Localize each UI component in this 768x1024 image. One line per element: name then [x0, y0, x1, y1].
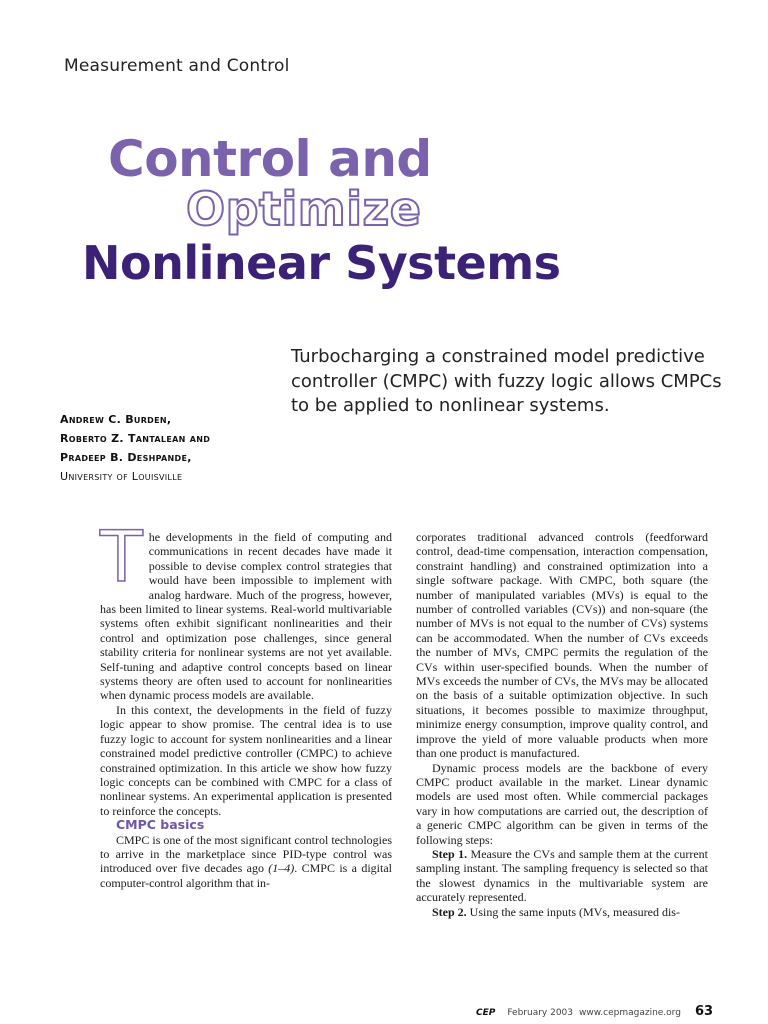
- paragraph-text: Measure the CVs and sample them at the current sampling instant. The sampling frequency is selected so that the slowest dynamics in the multivariable system are accurately represented.: [416, 846, 708, 905]
- body-paragraph: [416, 847, 708, 905]
- author-block: [60, 410, 290, 486]
- body-column-left: [100, 516, 392, 890]
- issue-date: February 2003: [507, 1008, 574, 1018]
- magazine-url: www.cepmagazine.org: [579, 1008, 681, 1018]
- body-paragraph: [100, 833, 392, 891]
- body-paragraph: [100, 516, 392, 703]
- drop-cap: T: [100, 516, 143, 598]
- section-heading: CMPC basics: [116, 817, 205, 833]
- body-paragraph: [416, 905, 708, 919]
- author-name: Roberto Z. Tantalean and: [60, 432, 211, 445]
- page-footer: [476, 1004, 713, 1022]
- page-number: 63: [694, 1004, 714, 1019]
- author-name: Pradeep B. Deshpande,: [60, 451, 192, 464]
- body-paragraph: Dynamic process models are the backbone of every CMPC product available in the market. Linear dynamic models are used most often. While commercial packages vary in how computations are carried out, the description of a generic CMPC algorithm can be given in terms of the following steps:: [416, 760, 708, 847]
- title-line-1: Control and: [108, 130, 432, 188]
- step-label: Step 2.: [432, 904, 467, 919]
- magazine-logo: CEP: [476, 1008, 496, 1018]
- body-paragraph: corporates traditional advanced controls (feedforward control, dead-time compensation, interaction compensation, constraint handling) and constrained optimization into a single software package. With CMPC, both square (the number of manipulated variables (MVs) is equal to the number of controlled variables (CVs)) and non-square (the number of MVs is not equal to the number of CVs) systems can be accommodated. When the number of CVs exceeds the number of MVs, CMPC permits the regulation of the CVs within user-specified bounds. When the number of MVs exceeds the number of CVs, the MVs may be allocated on the basis of a suitable optimization objective. In such situations, it becomes possible to maximize throughput, minimize energy consumption, improve quality control, and improve the yield of more valuable products when more than one product is manufactured.: [416, 530, 708, 761]
- body-column-right: [416, 530, 708, 919]
- paragraph-text: he developments in the field of computing and communications in recent decades have made it possible to devise complex control strategies that would have been impossible to implement with analog hardware. Much of the progress, however, has been limited to linear systems. Real-world multivariable systems often exhibit significant nonlinearities and their control and optimization pose challenges, since general stability criteria for nonlinear systems are not yet available. Self-tuning and adaptive control concepts based on linear systems theory are often used to account for nonlinearities when dynamic process models are available.: [100, 530, 392, 703]
- paragraph-text: CMPC is one of the most significant control technologies to arrive in the marketplace since PID-type control was introduced over five decades ago: [100, 832, 392, 876]
- author-name: Andrew C. Burden,: [60, 413, 172, 426]
- section-label: Measurement and Control: [64, 56, 290, 76]
- title-line-2-outlined: Optimize: [186, 182, 422, 236]
- citation: (1–4): [268, 861, 295, 876]
- author-affiliation: University of Louisville: [60, 470, 183, 483]
- article-deck: Turbocharging a constrained model predictive controller (CMPC) with fuzzy logic allows CMPCs to be applied to nonlinear systems.: [291, 346, 722, 416]
- title-line-3: Nonlinear Systems: [82, 236, 561, 290]
- body-paragraph: In this context, the developments in the field of fuzzy logic appear to show promise. The central idea is to use fuzzy logic to account for system nonlinearities and a linear constrained model predictive controller (CMPC) to achieve constrained optimization. In this article we show how fuzzy logic concepts can be combined with CMPC for a class of nonlinear systems. An experimental application is presented to reinforce the concepts.: [100, 702, 392, 818]
- paragraph-text: . CMPC is a digital computer-control algorithm that in-: [100, 861, 392, 890]
- paragraph-text: Using the same inputs (MVs, measured dis-: [466, 904, 680, 919]
- step-label: Step 1.: [432, 846, 468, 861]
